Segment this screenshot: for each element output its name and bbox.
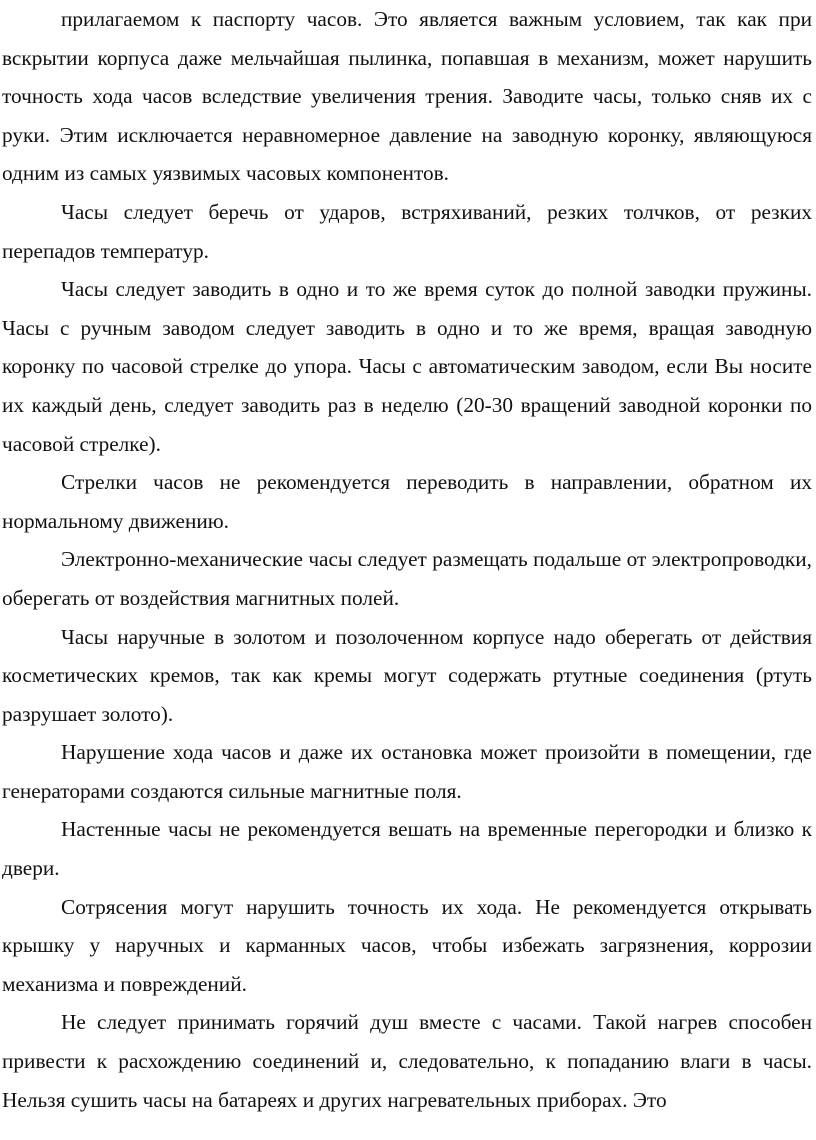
paragraph-shocks: Часы следует беречь от ударов, встряхиваний, резких толчков, от резких перепадов температур. — [2, 199, 812, 263]
paragraph-shower: Не следует принимать горячий душ вместе с часами. Такой нагрев способен привести к расхождению соединений и, следовательно, к попаданию влаги в часы. Нельзя сушить часы на батареях и других нагревательных приборах. Это — [2, 1010, 812, 1112]
paragraph-electromechanical: Электронно-механические часы следует размещать подальше от электропроводки, оберегать от воздействия магнитных полей. — [2, 547, 812, 610]
paragraph-hands: Стрелки часов не рекомендуется переводить в направлении, обратном их нормальному движению. — [2, 470, 812, 533]
paragraph-wall-clocks: Настенные часы не рекомендуется вешать на временные перегородки и близко к двери. — [2, 817, 812, 881]
paragraph-magnetic-fields: Нарушение хода часов и даже их остановка может произойти в помещении, где генераторами создаются сильные магнитные поля. — [2, 740, 812, 803]
paragraph-vibration: Сотрясения могут нарушить точность их хода. Не рекомендуется открывать крышку у наручных и карманных часов, чтобы избежать загрязнения, коррозии механизма и повреждений. — [2, 894, 812, 996]
paragraph-winding: Часы следует заводить в одно и то же время суток до полной заводки пружины. Часы с ручным заводом следует заводить в одно и то же время, вращая заводную коронку по часовой стрелке до упора. Часы с автоматическим заводом, если Вы носите их каждый день, следует заводить раз в неделю (20-30 вращений заводной коронки по часовой стрелке). — [2, 277, 812, 456]
paragraph-continued: прилагаемом к паспорту часов. Это является важным условием, так как при вскрытии корпуса даже мельчайшая пылинка, попавшая в механизм, может нарушить точность хода часов вследствие увеличения трения. Заводите часы, только сняв их с руки. Этим исключается неравномерное давление на заводную коронку, являющуюся одним из самых уязвимых часовых компонентов. — [2, 7, 812, 186]
paragraph-gold-case: Часы наручные в золотом и позолоченном корпусе надо оберегать от действия косметических кремов, так как кремы могут содержать ртутные соединения (ртуть разрушает золото). — [2, 624, 812, 726]
